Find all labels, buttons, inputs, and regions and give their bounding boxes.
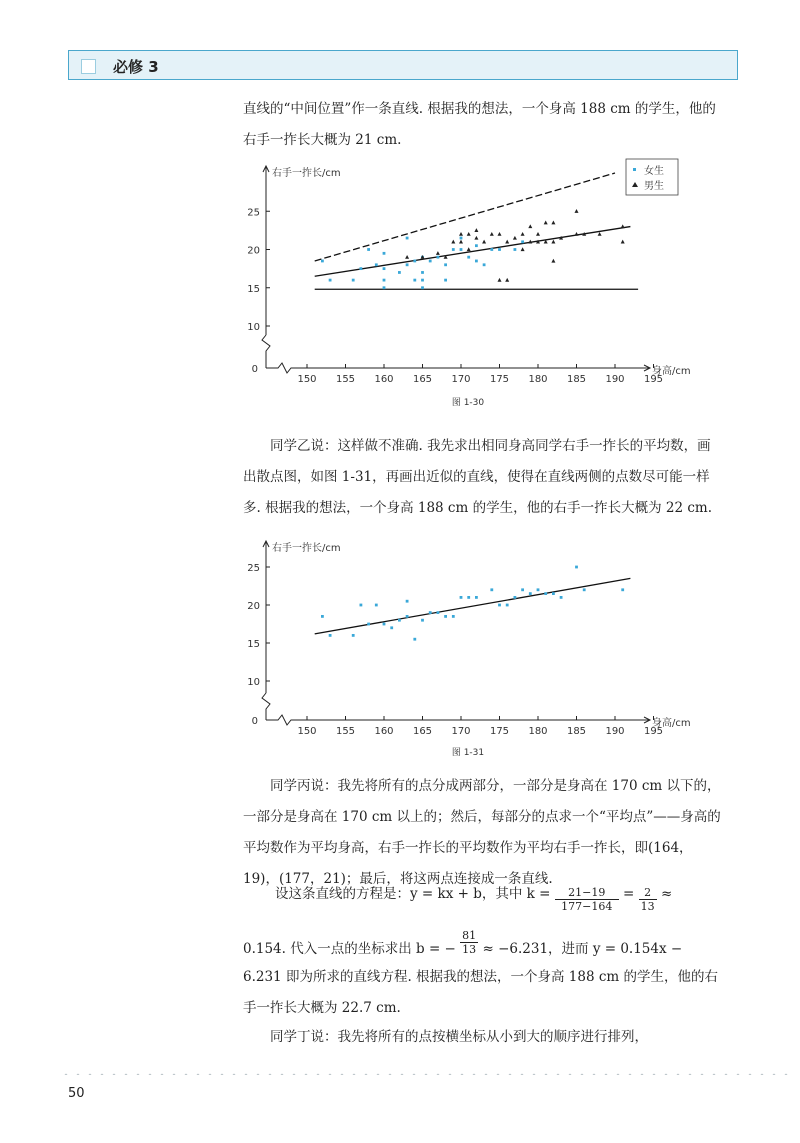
data-point-female <box>406 615 409 618</box>
data-point-female <box>321 260 324 263</box>
data-point-female <box>460 596 463 599</box>
data-point-female <box>367 623 370 626</box>
paragraph-2: 同学乙说：这样做不准确. 我先求出相同身高同学右手一拃长的平均数，画出散点图，如图 1-31，再画出近似的直线，使得在直线两侧的点数尽可能一样多. 根据我的想法，一个身高 188 cm 的学生，他的右手一拃长大概为 22 cm. <box>243 438 712 516</box>
data-point-female <box>413 638 416 641</box>
eq-k-prefix: 设这条直线的方程是：y = kx + b，其中 k = <box>275 886 551 902</box>
data-point-female <box>352 279 355 282</box>
x-tick-label: 155 <box>335 374 356 385</box>
y-tick-label: 25 <box>247 207 260 219</box>
fraction-2-13-numerator: 2 <box>639 886 657 900</box>
data-point-male <box>498 278 502 282</box>
data-point-female <box>460 248 463 251</box>
fraction-k-denominator: 177−164 <box>561 900 613 913</box>
y-tick-label: 25 <box>247 563 260 574</box>
data-point-female <box>437 611 440 614</box>
y-axis-break <box>262 335 270 368</box>
eq-approx: ≈ <box>660 886 673 902</box>
data-point-female <box>437 256 440 259</box>
data-point-female <box>444 615 447 618</box>
data-point-male <box>551 240 555 244</box>
data-point-female <box>406 600 409 603</box>
data-point-male <box>436 251 440 255</box>
paragraph-3: 同学丙说：我先将所有的点分成两部分，一部分是身高在 170 cm 以下的，一部分是身高在 170 cm 以上的；然后，每部分的点求一个“平均点”——身高的平均数作为平均身高，右手一拃长的平均数作为平均右手一拃长，即(164，19)，(177，21)；最后，将这两点连接成一条直线. <box>243 778 721 887</box>
data-point-male <box>536 232 540 236</box>
origin-label: 0 <box>251 364 258 375</box>
figure-caption: 图 1-30 <box>451 398 485 408</box>
fraction-2-13 <box>639 886 657 913</box>
data-point-male <box>521 232 525 236</box>
data-point-male <box>405 255 409 259</box>
data-point-female <box>390 626 393 629</box>
x-tick-label: 195 <box>643 374 664 385</box>
data-point-female <box>521 240 524 243</box>
y-tick-label: 15 <box>247 283 260 295</box>
y-axis-label: 右手一拃长/cm <box>272 543 341 554</box>
y-tick-label: 20 <box>247 245 260 257</box>
data-point-female <box>383 279 386 282</box>
data-point-male <box>467 232 471 236</box>
fraction-81-13-denominator: 13 <box>462 943 477 956</box>
eq-b-prefix: 0.154. 代入一点的坐标求出 b = − <box>243 941 456 957</box>
x-axis-label: 身高/cm <box>652 366 691 377</box>
data-point-female <box>529 592 532 595</box>
data-point-female <box>421 619 424 622</box>
equation-k <box>275 882 673 913</box>
footer-dotted-rule <box>60 1073 790 1075</box>
eq-equals: = <box>623 886 635 902</box>
y-tick-label: 15 <box>247 639 260 650</box>
data-point-female <box>360 267 363 270</box>
fraction-k <box>555 886 619 913</box>
fraction-81-13 <box>460 929 478 956</box>
data-point-female <box>467 256 470 259</box>
data-point-male <box>528 224 532 228</box>
data-point-male <box>575 209 579 213</box>
data-point-male <box>598 232 602 236</box>
x-tick-label: 170 <box>451 726 471 737</box>
eq-b-suffix: ≈ −6.231，进而 y = 0.154x − <box>482 941 683 957</box>
data-point-female <box>421 279 424 282</box>
data-point-female <box>398 271 401 274</box>
data-point-female <box>506 604 509 607</box>
data-point-female <box>521 588 524 591</box>
data-point-female <box>406 237 409 240</box>
data-point-female <box>452 615 455 618</box>
data-point-female <box>321 615 324 618</box>
data-point-female <box>490 588 493 591</box>
data-point-male <box>575 232 579 236</box>
data-point-male <box>459 232 463 236</box>
data-point-female <box>429 260 432 263</box>
data-point-female <box>621 588 624 591</box>
data-point-male <box>621 240 625 244</box>
data-point-female <box>406 263 409 266</box>
data-point-male <box>513 236 517 240</box>
data-point-female <box>413 279 416 282</box>
figure-caption: 图 1-31 <box>451 748 485 758</box>
x-axis-line <box>266 363 650 373</box>
data-point-female <box>429 611 432 614</box>
data-point-female <box>421 271 424 274</box>
data-point-male <box>521 247 525 251</box>
data-point-female <box>360 604 363 607</box>
x-tick-label: 180 <box>528 726 548 737</box>
data-point-male <box>551 259 555 263</box>
page-number: 50 <box>68 1086 85 1101</box>
x-tick-label: 190 <box>605 726 625 737</box>
x-axis-line <box>266 715 650 725</box>
data-point-female <box>452 248 455 251</box>
data-point-female <box>398 619 401 622</box>
paragraph-1: 直线的“中间位置”作一条直线. 根据我的想法，一个身高 188 cm 的学生，他的右手一拃长大概为 21 cm. <box>243 101 716 148</box>
x-tick-label: 165 <box>412 726 433 737</box>
x-tick-label: 165 <box>412 374 433 385</box>
x-tick-label: 185 <box>566 726 587 737</box>
x-tick-label: 195 <box>643 726 664 737</box>
data-point-female <box>383 286 386 289</box>
equation-b <box>243 929 723 965</box>
chapter-title: 必修 3 <box>113 58 159 76</box>
data-point-male <box>544 221 548 225</box>
y-tick-label: 10 <box>247 322 260 333</box>
data-point-male <box>451 240 455 244</box>
data-point-male <box>459 240 463 244</box>
x-tick-label: 150 <box>297 374 317 385</box>
fraction-2-13-denominator: 13 <box>640 900 655 913</box>
x-tick-label: 160 <box>374 374 394 385</box>
x-axis-label: 身高/cm <box>652 718 691 729</box>
data-point-female <box>514 596 517 599</box>
y-axis-break <box>262 693 270 720</box>
data-point-female <box>329 634 332 637</box>
paragraph-5: 同学丁说：我先将所有的点按横坐标从小到大的顺序进行排列， <box>270 1029 648 1045</box>
header-square-icon <box>81 59 96 74</box>
x-tick-label: 185 <box>566 374 587 385</box>
x-tick-label: 180 <box>528 374 548 385</box>
data-point-male <box>467 247 471 251</box>
y-tick-label: 10 <box>247 677 260 688</box>
data-point-female <box>575 566 578 569</box>
x-tick-label: 175 <box>489 726 510 737</box>
x-tick-label: 170 <box>451 374 471 385</box>
data-point-male <box>498 232 502 236</box>
data-point-female <box>475 244 478 247</box>
data-point-male <box>482 240 486 244</box>
data-point-female <box>544 592 547 595</box>
data-point-female <box>444 279 447 282</box>
chapter-header <box>68 50 738 80</box>
data-point-male <box>621 224 625 228</box>
x-tick-label: 160 <box>374 726 394 737</box>
data-point-female <box>367 248 370 251</box>
data-point-female <box>375 263 378 266</box>
legend-label: 女生 <box>644 166 664 177</box>
data-point-male <box>474 236 478 240</box>
data-point-female <box>413 260 416 263</box>
legend-label: 男生 <box>644 181 664 192</box>
data-point-male <box>551 221 555 225</box>
data-point-male <box>505 278 509 282</box>
data-point-female <box>483 263 486 266</box>
origin-label: 0 <box>251 716 258 727</box>
data-point-female <box>537 588 540 591</box>
data-point-female <box>583 588 586 591</box>
y-tick-label: 20 <box>247 601 260 612</box>
data-point-female <box>475 596 478 599</box>
y-axis-label: 右手一拃长/cm <box>272 168 341 179</box>
data-point-female <box>383 252 386 255</box>
x-tick-label: 190 <box>605 374 625 385</box>
data-point-female <box>475 260 478 263</box>
fraction-k-numerator: 21−19 <box>555 886 619 900</box>
scatter-chart-1-30 <box>247 160 720 415</box>
x-tick-label: 150 <box>297 726 317 737</box>
data-point-male <box>490 232 494 236</box>
data-point-female <box>421 286 424 289</box>
legend-marker-female <box>633 168 636 171</box>
data-point-female <box>552 592 555 595</box>
data-point-male <box>474 228 478 232</box>
fraction-81-13-numerator: 81 <box>462 929 477 942</box>
data-point-female <box>329 279 332 282</box>
data-point-female <box>514 248 517 251</box>
data-point-female <box>498 604 501 607</box>
data-point-female <box>490 248 493 251</box>
x-tick-label: 155 <box>335 726 356 737</box>
data-point-female <box>560 596 563 599</box>
data-point-female <box>444 263 447 266</box>
dashed-boundary-line <box>315 173 615 261</box>
data-point-female <box>383 623 386 626</box>
data-point-female <box>352 634 355 637</box>
paragraph-4: 6.231 即为所求的直线方程. 根据我的想法，一个身高 188 cm 的学生，他的右手一拃长大概为 22.7 cm. <box>243 969 719 1016</box>
data-point-female <box>460 237 463 240</box>
data-point-female <box>467 596 470 599</box>
data-point-male <box>505 240 509 244</box>
scatter-chart-1-31 <box>247 535 720 765</box>
data-point-female <box>383 267 386 270</box>
data-point-female <box>375 604 378 607</box>
x-tick-label: 175 <box>489 374 510 385</box>
data-point-female <box>498 248 501 251</box>
